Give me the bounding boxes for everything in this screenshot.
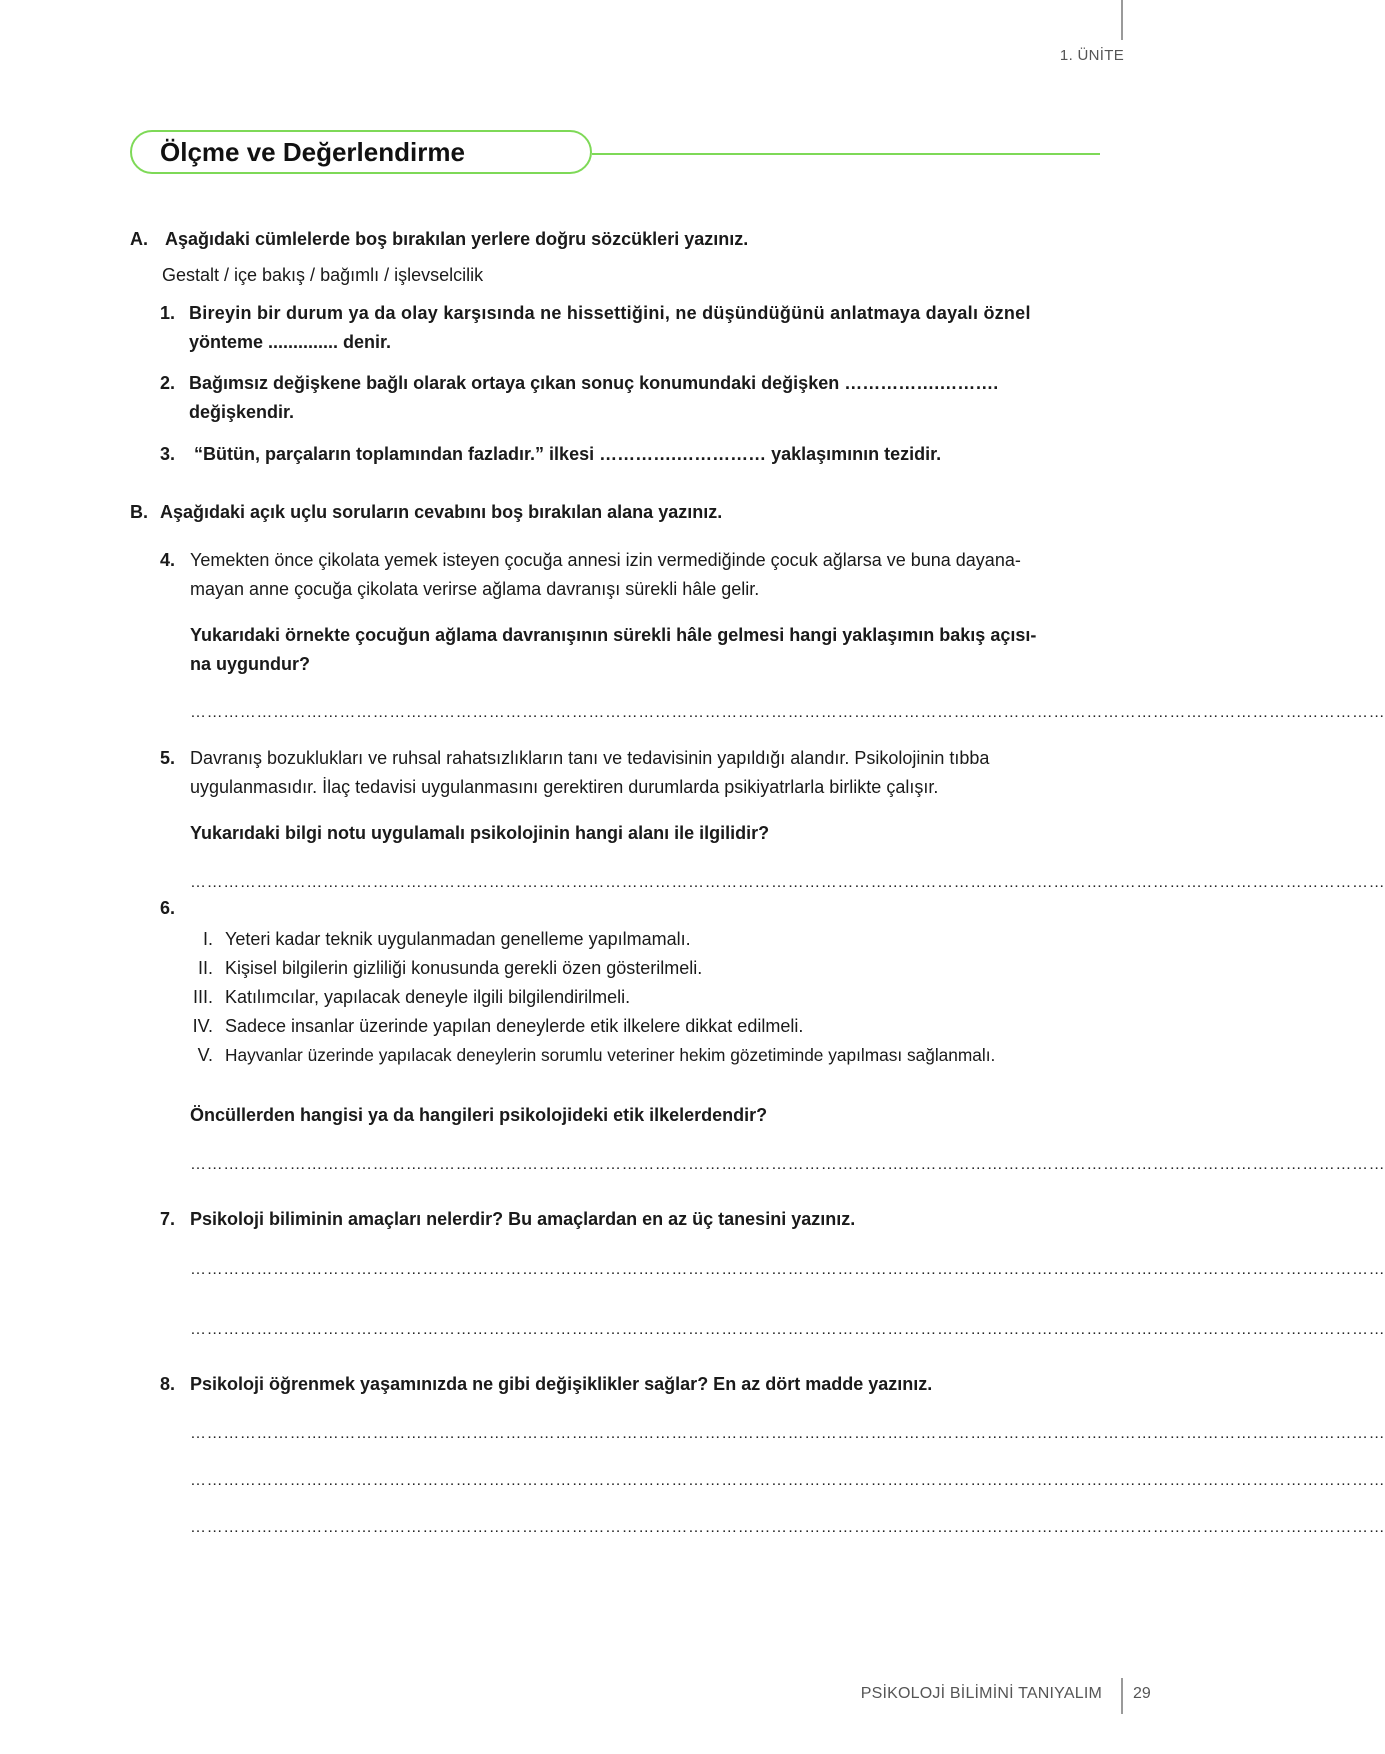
q4-question-line2: na uygundur? bbox=[190, 654, 310, 674]
q7-question: Psikoloji biliminin amaçları nelerdir? Bu amaçlardan en az üç tanesini yazınız. bbox=[190, 1209, 856, 1229]
section-b-instruction: Aşağıdaki açık uçlu soruların cevabını boş bırakılan alana yazınız. bbox=[160, 502, 723, 522]
answer-line-q8[interactable]: ……………………………………………………………………………………………………………………………………………………………………………………………… bbox=[190, 1519, 1385, 1536]
q5-question: Yukarıdaki bilgi notu uygulamalı psikolojinin hangi alanı ile ilgilidir? bbox=[190, 823, 770, 843]
q1-number: 1. bbox=[160, 303, 176, 323]
answer-line-q7[interactable]: ……………………………………………………………………………………………………………………………………………………………………………………………… bbox=[190, 1321, 1385, 1338]
section-title-box bbox=[130, 130, 592, 174]
answer-line-q5[interactable]: ……………………………………………………………………………………………………………………………………………………………………………………………… bbox=[190, 874, 1385, 891]
footer-rule bbox=[1121, 1678, 1123, 1714]
q8-question: Psikoloji öğrenmek yaşamınızda ne gibi değişiklikler sağlar? En az dört madde yazınız. bbox=[190, 1374, 933, 1394]
q7-number: 7. bbox=[160, 1209, 176, 1229]
unit-label: 1. ÜNİTE bbox=[1059, 47, 1124, 64]
q5-text-line1: Davranış bozuklukları ve ruhsal rahatsızlıkların tanı ve tedavisinin yapıldığı alandır. Psikolojinin tıbba bbox=[190, 748, 990, 768]
q4-text-line2: mayan anne çocuğa çikolata verirse ağlama davranışı sürekli hâle gelir. bbox=[190, 579, 760, 599]
q1-text-line2: yönteme .............. denir. bbox=[189, 332, 392, 352]
q4-text-line1: Yemekten önce çikolata yemek isteyen çocuğa annesi izin vermediğinde çocuk ağlarsa ve buna dayana- bbox=[190, 550, 1021, 570]
q6-item-text: Kişisel bilgilerin gizliliği konusunda gerekli özen gösterilmeli. bbox=[225, 958, 703, 978]
answer-line-q8[interactable]: ……………………………………………………………………………………………………………………………………………………………………………………………… bbox=[190, 1425, 1385, 1442]
q6-item-roman: IV. bbox=[192, 1016, 213, 1036]
q2-number: 2. bbox=[160, 373, 176, 393]
q3-text: “Bütün, parçaların toplamından fazladır.” ilkesi ………….…………… yaklaşımının tezidir. bbox=[194, 444, 942, 464]
word-bank: Gestalt / içe bakış / bağımlı / işlevselcilik bbox=[162, 265, 484, 285]
q2-text-line2: değişkendir. bbox=[189, 402, 295, 422]
q6-item-roman: I. bbox=[202, 929, 213, 949]
q8-number: 8. bbox=[160, 1374, 176, 1394]
q1-text-line1: Bireyin bir durum ya da olay karşısında ne hissettiğini, ne düşündüğünü anlatmaya dayalı öznel bbox=[189, 303, 1031, 323]
page-number: 29 bbox=[1133, 1685, 1151, 1702]
section-b-letter: B. bbox=[130, 502, 148, 522]
q6-item-text: Sadece insanlar üzerinde yapılan deneylerde etik ilkelere dikkat edilmeli. bbox=[225, 1016, 804, 1036]
q6-item-text: Hayvanlar üzerinde yapılacak deneylerin sorumlu veteriner hekim gözetiminde yapılması sağlanmalı. bbox=[225, 1045, 996, 1065]
q6-item-text: Katılımcılar, yapılacak deneyle ilgili bilgilendirilmeli. bbox=[225, 987, 631, 1007]
section-a-letter: A. bbox=[130, 229, 148, 249]
footer-book-title: PSİKOLOJİ BİLİMİNİ TANIYALIM bbox=[860, 1685, 1102, 1702]
q6-question: Öncüllerden hangisi ya da hangileri psikolojideki etik ilkelerdendir? bbox=[190, 1105, 768, 1125]
answer-line-q8[interactable]: ……………………………………………………………………………………………………………………………………………………………………………………………… bbox=[190, 1472, 1385, 1489]
q4-question-line1: Yukarıdaki örnekte çocuğun ağlama davranışının sürekli hâle gelmesi hangi yaklaşımın bakış açısı- bbox=[190, 625, 1037, 645]
q6-item-text: Yeteri kadar teknik uygulanmadan genelleme yapılmamalı. bbox=[225, 929, 691, 949]
answer-line-q6[interactable]: ……………………………………………………………………………………………………………………………………………………………………………………………… bbox=[190, 1156, 1385, 1173]
q4-number: 4. bbox=[160, 550, 176, 570]
page-title: Ölçme ve Değerlendirme bbox=[160, 136, 465, 167]
q3-number: 3. bbox=[160, 444, 176, 464]
q5-text-line2: uygulanmasıdır. İlaç tedavisi uygulanmasını gerektiren durumlarda psikiyatrlarla birlikte çalışır. bbox=[190, 777, 939, 797]
q6-item-roman: III. bbox=[192, 987, 213, 1007]
q6-number: 6. bbox=[160, 898, 176, 918]
q6-item-roman: V. bbox=[197, 1045, 213, 1065]
header-rule bbox=[1121, 0, 1123, 40]
q5-number: 5. bbox=[160, 748, 176, 768]
q2-text-line1: Bağımsız değişkene bağlı olarak ortaya çıkan sonuç konumundaki değişken …………….………. bbox=[189, 373, 999, 393]
answer-line-q7[interactable]: ……………………………………………………………………………………………………………………………………………………………………………………………… bbox=[190, 1261, 1385, 1278]
title-underline bbox=[592, 153, 1100, 155]
section-a-instruction: Aşağıdaki cümlelerde boş bırakılan yerlere doğru sözcükleri yazınız. bbox=[165, 229, 749, 249]
answer-line-q4[interactable]: ……………………………………………………………………………………………………………………………………………………………………………………………… bbox=[190, 704, 1385, 721]
q6-item-roman: II. bbox=[197, 958, 213, 978]
